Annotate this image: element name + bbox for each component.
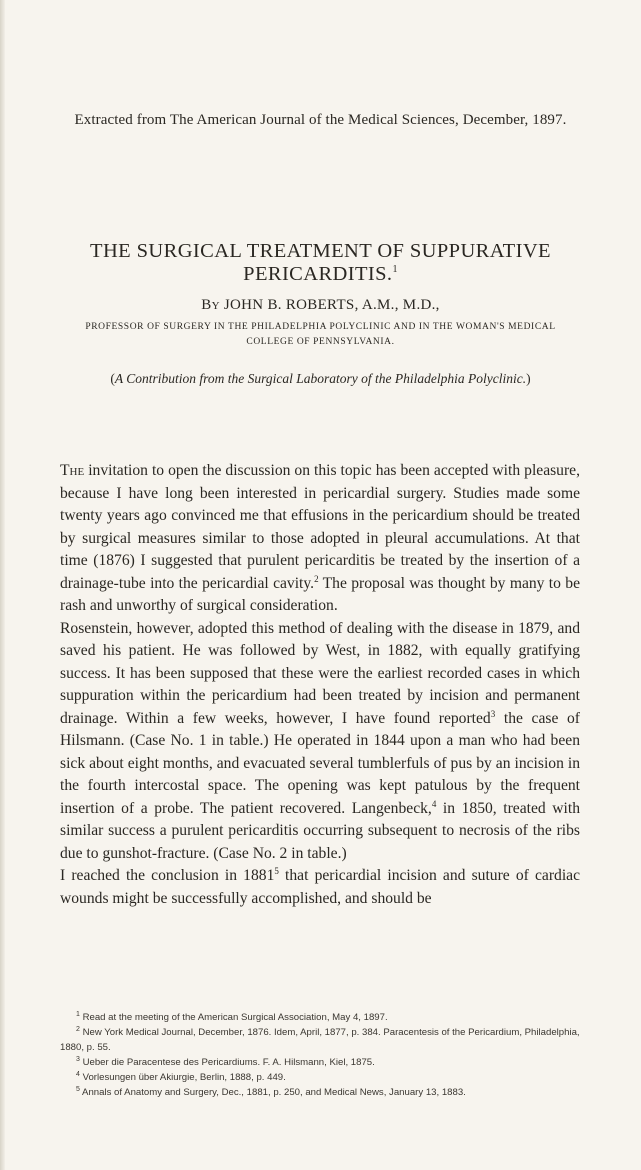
footnote-4-text: Vorlesungen über Akiurgie, Berlin, 1888, p. 449. [79, 1072, 286, 1083]
paragraph-1 [60, 460, 580, 618]
footnote-1-num: 1 [76, 1010, 80, 1018]
footnote-ref-3: 3 [490, 708, 496, 719]
affiliation-line-2: COLLEGE OF PENNSYLVANIA. [246, 337, 395, 347]
paragraph-2 [60, 618, 580, 866]
paragraph-2-text-b: the case of Hilsmann. (Case No. 1 in table.) He operated in 1844 upon a man who had been sick about eight months, and evacuated several tumblerfuls of pus by an incision in the fourth intercostal space. The opening was kept patulous by the frequent insertion of a probe. The patient recovered. Langenbeck, [60, 709, 580, 817]
paragraph-1-text-b: The proposal was thought by many to be rash and unworthy of surgical consideration. [60, 574, 580, 614]
footnote-3-text: Ueber die Paracentese des Pericardiums. F. A. Hilsmann, Kiel, 1875. [79, 1057, 375, 1068]
paragraph-2-text-c: in 1850, treated with similar success a purulent pericarditis occurring subsequent to necrosis of the ribs due to gunshot-fracture. (Case No. 2 in table.) [60, 799, 580, 862]
paragraph-1-text-a: invitation to open the discussion on this topic has been accepted with pleasure, because I have long been interested in pericardial surgery. Studies made some twenty years ago convinced me that effusions in the pericardium should be treated by surgical measures similar to those adopted in pleural accumulations. At that time (1876) I suggested that purulent pericarditis be treated by the insertion of a drainage-tube into the pericardial cavity. [60, 462, 580, 592]
footnote-3 [60, 1055, 580, 1070]
footnotes [60, 1010, 580, 1100]
footnote-4 [60, 1070, 580, 1085]
paragraph-3-text-a: I reached the conclusion in 1881 [60, 867, 275, 884]
title-line-2: PERICARDITIS. [243, 263, 393, 285]
paragraph-1-lead: The [60, 462, 85, 479]
author-byline: By JOHN B. ROBERTS, A.M., M.D., [201, 297, 440, 313]
footnote-ref-2: 2 [314, 573, 319, 584]
footnote-3-num: 3 [76, 1055, 80, 1063]
affiliation-line-1: PROFESSOR OF SURGERY IN THE PHILADELPHIA POLYCLINIC AND IN THE WOMAN'S MEDICAL [85, 322, 556, 332]
extract-notice: Extracted from The American Journal of the Medical Sciences, December, 1897. [74, 112, 567, 128]
paragraph-3 [60, 865, 580, 910]
article-title [30, 240, 611, 286]
footnote-5-num: 5 [76, 1085, 80, 1093]
footnote-1 [60, 1010, 580, 1025]
footnote-2-text: New York Medical Journal, December, 1876. Idem, April, 1877, p. 384. Paracentesis of the Pericardium, Philadelphia, 1880, p. 55. [60, 1027, 580, 1053]
article-body [60, 460, 580, 910]
footnote-5 [60, 1085, 580, 1100]
paragraph-3-text-b: that pericardial incision and suture of cardiac wounds might be successfully accomplished, and should be [60, 867, 580, 907]
footnote-2-num: 2 [76, 1025, 80, 1033]
footnote-4-num: 4 [76, 1070, 80, 1078]
footnote-ref-5: 5 [274, 865, 279, 876]
paragraph-2-text-a: Rosenstein, however, adopted this method of dealing with the disease in 1879, and saved his patient. He was followed by West, in 1882, with equally gratifying success. It has been supposed that these were the earliest recorded cases in which suppuration within the pericardium had been treated by incision and permanent drainage. Within a few weeks, however, I have found reported [60, 619, 580, 727]
title-footnote-ref: 1 [392, 264, 398, 276]
contribution-paren-close: ) [526, 371, 531, 386]
footnote-2 [60, 1025, 580, 1055]
contribution-paren-open: ( [110, 371, 115, 386]
author-affiliation [70, 320, 571, 350]
title-line-1: THE SURGICAL TREATMENT OF SUPPURATIVE [90, 240, 551, 262]
page-edge-shadow [0, 0, 5, 1170]
contribution-text: A Contribution from the Surgical Laboratory of the Philadelphia Polyclinic. [114, 371, 527, 386]
footnote-1-text: Read at the meeting of the American Surgical Association, May 4, 1897. [79, 1012, 388, 1023]
footnote-ref-4: 4 [431, 798, 437, 809]
footnote-5-text: Annals of Anatomy and Surgery, Dec., 1881, p. 250, and Medical News, January 13, 1883. [79, 1087, 466, 1098]
contribution-note [0, 371, 641, 387]
